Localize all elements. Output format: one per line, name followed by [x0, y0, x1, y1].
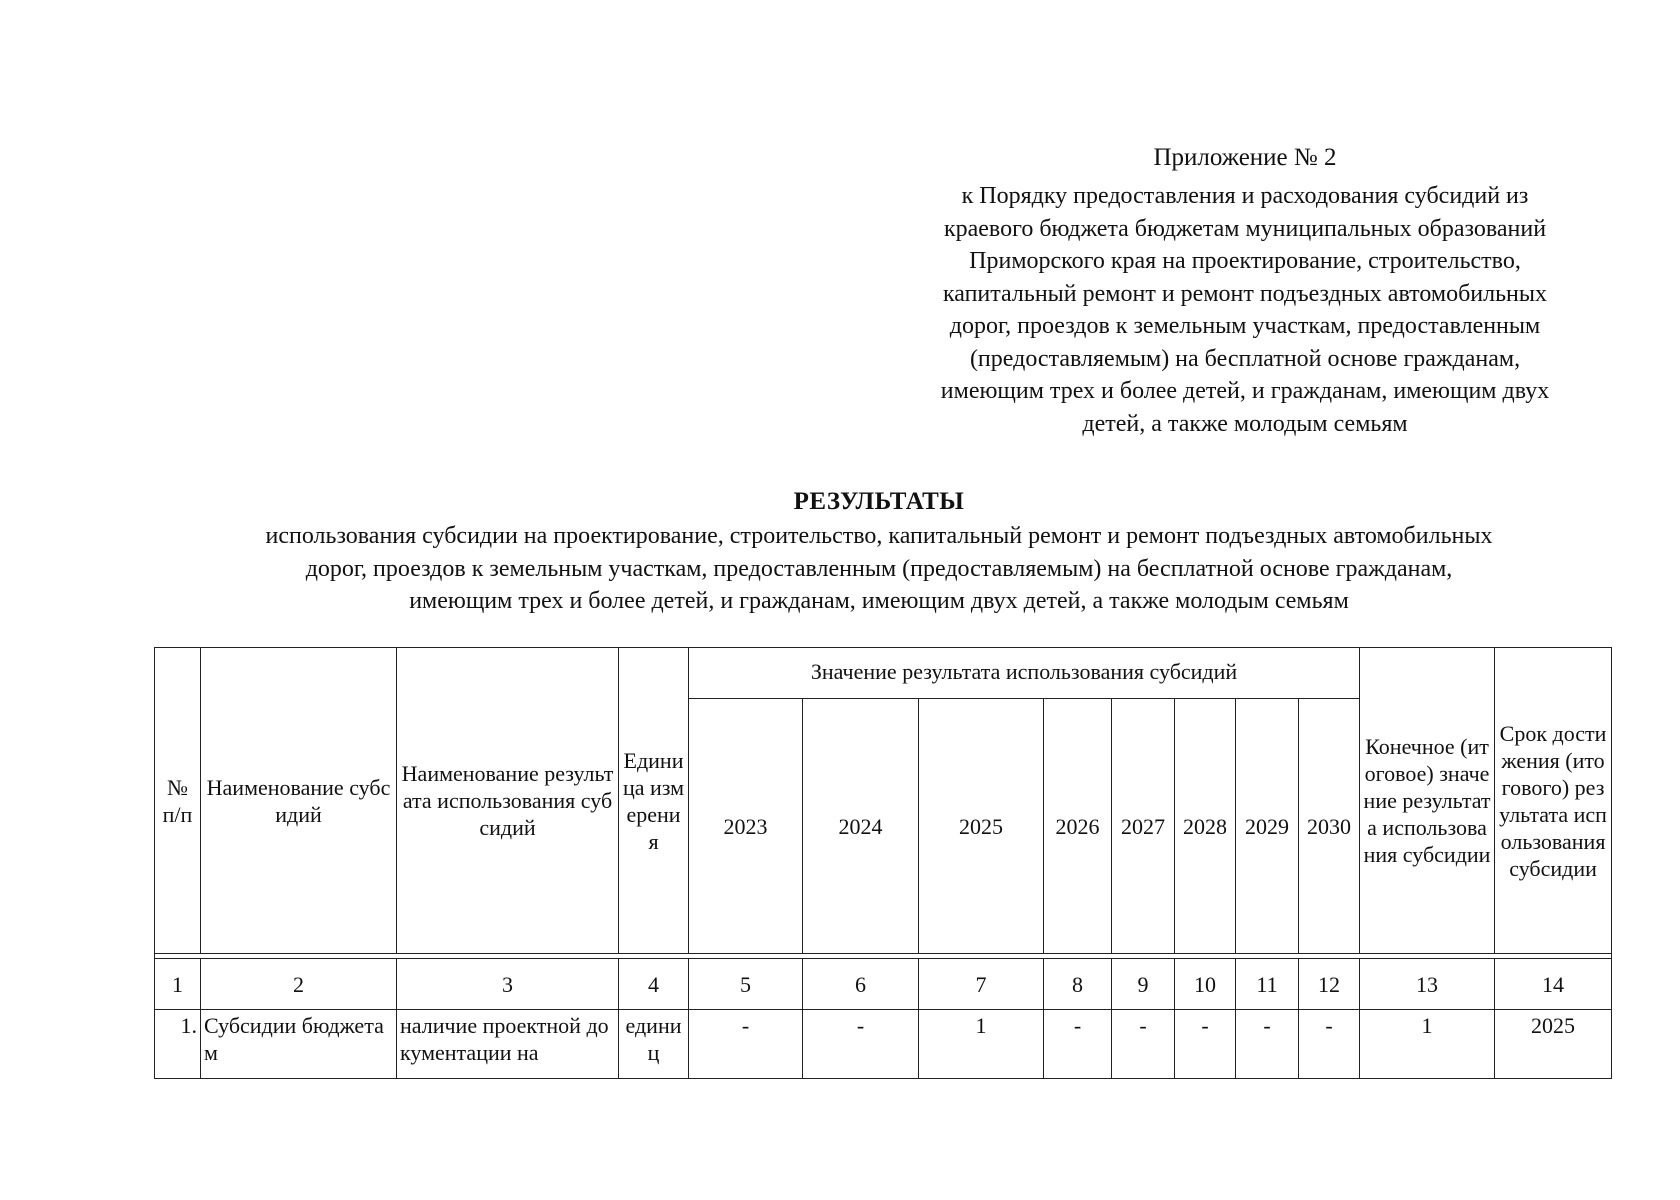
column-number: 6 — [803, 959, 919, 1010]
header-year: 2027 — [1112, 699, 1175, 954]
header-year: 2028 — [1175, 699, 1236, 954]
row-value: 1 — [919, 1010, 1044, 1079]
header-deadline: Срок достижения (итогового) результата использования субсидии — [1495, 648, 1612, 954]
row-value: - — [803, 1010, 919, 1079]
column-number: 5 — [689, 959, 803, 1010]
column-number: 3 — [397, 959, 619, 1010]
row-value: - — [1044, 1010, 1112, 1079]
header-year: 2023 — [689, 699, 803, 954]
header-subsidy-name: Наименование субсидий — [201, 648, 397, 954]
row-num: 1. — [155, 1010, 201, 1079]
column-number: 9 — [1112, 959, 1175, 1010]
row-value: - — [689, 1010, 803, 1079]
row-deadline: 2025 — [1495, 1010, 1612, 1079]
header-year: 2030 — [1299, 699, 1360, 954]
row-value: - — [1112, 1010, 1175, 1079]
column-number: 2 — [201, 959, 397, 1010]
results-table — [154, 647, 1612, 1079]
row-subsidy-name: Субсидии бюджетам — [201, 1010, 397, 1079]
row-value: - — [1175, 1010, 1236, 1079]
column-number: 4 — [619, 959, 689, 1010]
header-year: 2025 — [919, 699, 1044, 954]
header-year: 2024 — [803, 699, 919, 954]
header-num: № п/п — [155, 648, 201, 954]
header-result-name: Наименование результата использования субсидий — [397, 648, 619, 954]
column-numbers-row — [155, 959, 1612, 1010]
column-number: 8 — [1044, 959, 1112, 1010]
document-subtitle: использования субсидии на проектирование, строительство, капитальный ремонт и ремонт подъездных автомобильных дорог, проездов к земельным участкам, предоставленным (предоставляемым) на бесплатной основе гражданам, имеющим трех и более детей, и гражданам, имеющим двух детей, а также молодым семьям — [265, 523, 1493, 614]
header-year: 2029 — [1236, 699, 1299, 954]
appendix-header — [870, 140, 1620, 440]
column-number: 10 — [1175, 959, 1236, 1010]
column-number: 12 — [1299, 959, 1360, 1010]
column-number: 11 — [1236, 959, 1299, 1010]
row-result-name: наличие проектной документации на — [397, 1010, 619, 1079]
appendix-subtitle: к Порядку предоставления и расходования субсидий из краевого бюджета бюджетам муниципальных образований Приморского края на проектирование, строительство, капитальный ремонт и ремонт подъездных автомобильных дорог, проездов к земельным участкам, предоставленным (предоставляемым) на бесплатной основе гражданам, имеющим трех и более детей, и гражданам, имеющим двух детей, а также молодым семьям — [940, 183, 1550, 437]
row-unit: единиц — [619, 1010, 689, 1079]
row-value: - — [1236, 1010, 1299, 1079]
table-row — [155, 1010, 1612, 1079]
appendix-title: Приложение № 2 — [1153, 144, 1337, 171]
row-final-value: 1 — [1360, 1010, 1495, 1079]
document-title: РЕЗУЛЬТАТЫ — [793, 488, 965, 515]
column-number: 7 — [919, 959, 1044, 1010]
column-number: 1 — [155, 959, 201, 1010]
header-final-value: Конечное (итоговое) значение результата использования субсидии — [1360, 648, 1495, 954]
header-year: 2026 — [1044, 699, 1112, 954]
row-value: - — [1299, 1010, 1360, 1079]
column-number: 13 — [1360, 959, 1495, 1010]
column-number: 14 — [1495, 959, 1612, 1010]
header-values-group: Значение результата использования субсидий — [689, 648, 1360, 699]
header-unit: Единица измерения — [619, 648, 689, 954]
header-row-1 — [155, 648, 1612, 699]
